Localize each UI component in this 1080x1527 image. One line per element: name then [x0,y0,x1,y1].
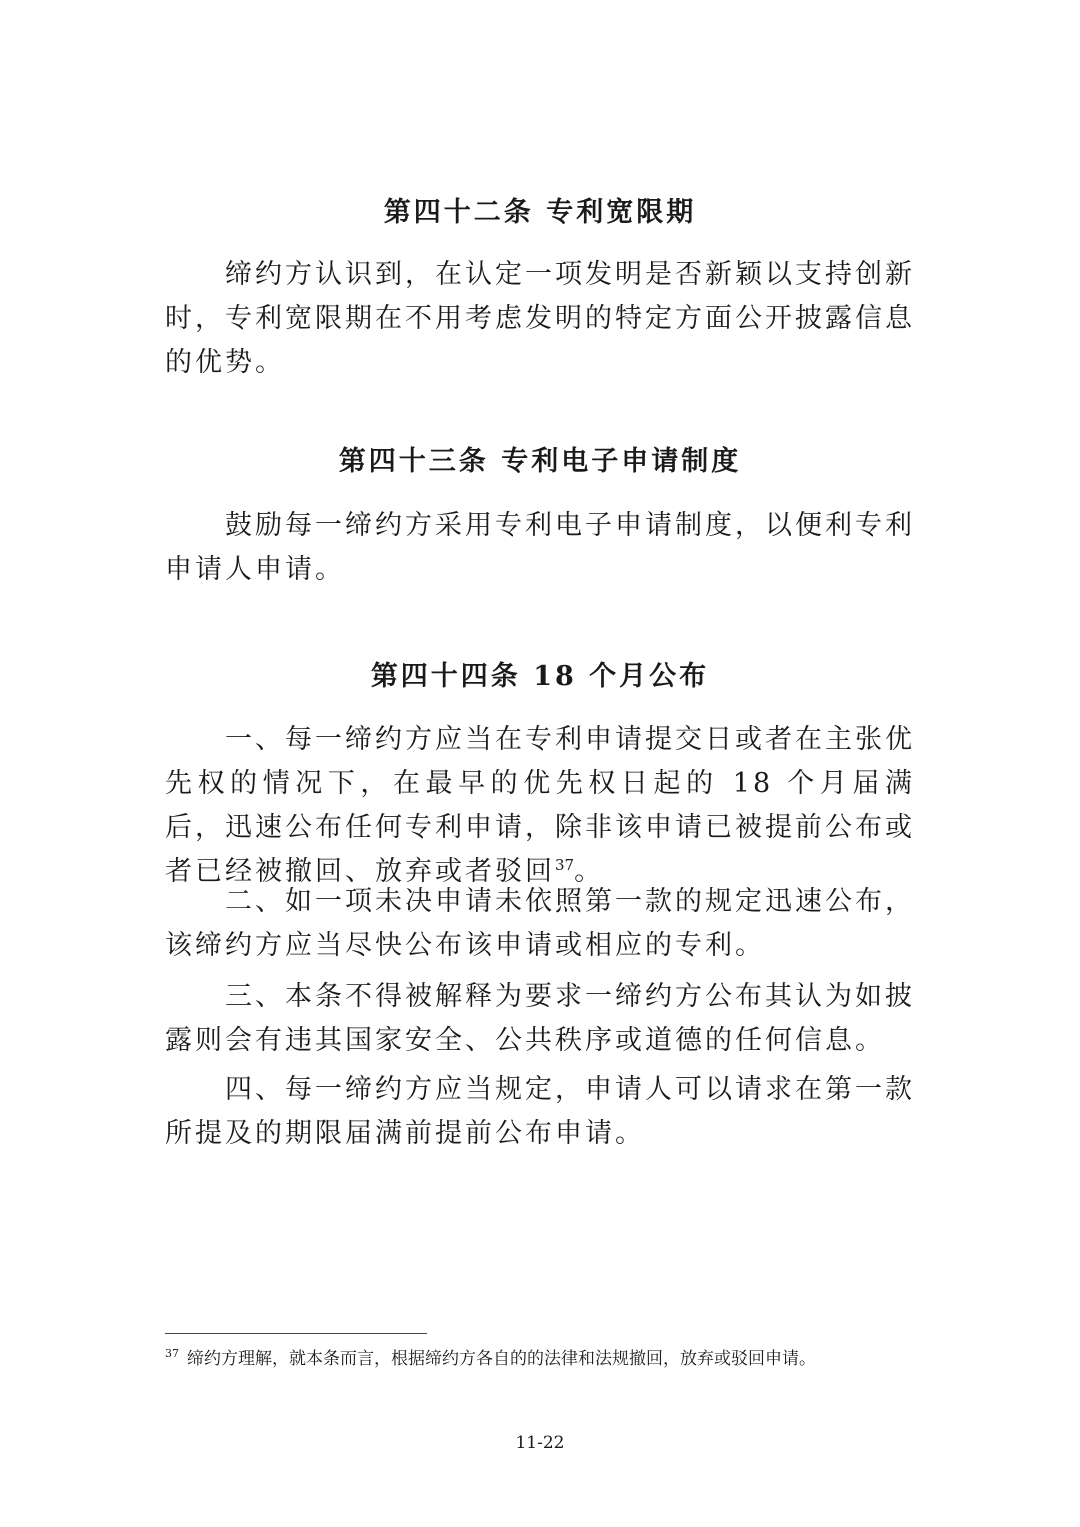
article-43-paragraph: 鼓励每一缔约方采用专利电子申请制度，以便利专利申请人申请。 [165,510,915,585]
article-44-paragraph-3: 三、本条不得被解释为要求一缔约方公布其认为如披露则会有违其国家安全、公共秩序或道德的任何信息。 [165,981,915,1056]
article-42-paragraph: 缔约方认识到，在认定一项发明是否新颖以支持创新时，专利宽限期在不用考虑发明的特定方面公开披露信息的优势。 [165,259,915,378]
footnote-mark: 37 [165,1347,179,1361]
article-43-heading: 第四十三条 专利电子申请制度 [338,446,742,477]
footnote-reference[interactable]: 37 [555,856,575,874]
footnote-divider [165,1333,427,1334]
article-44-paragraph-1-text: 一、每一缔约方应当在专利申请提交日或者在主张优先权的情况下，在最早的优先权日起的 18 个月届满后，迅速公布任何专利申请，除非该申请已被提前公布或者已经被撤回、放弃或者驳回 [165,724,915,887]
page-number: 11-22 [515,1433,565,1453]
article-42-heading: 第四十二条 专利宽限期 [383,197,697,228]
article-44-heading: 第四十四条 18 个月公布 [370,661,710,692]
article-44-paragraph-2: 二、如一项未决申请未依照第一款的规定迅速公布，该缔约方应当尽快公布该申请或相应的专利。 [165,886,915,961]
footnote [165,1347,925,1371]
article-44-paragraph-1 [165,718,915,894]
footnote-text: 缔约方理解，就本条而言，根据缔约方各自的的法律和法规撤回，放弃或驳回申请。 [187,1349,816,1369]
article-44-paragraph-4: 四、每一缔约方应当规定，申请人可以请求在第一款所提及的期限届满前提前公布申请。 [165,1074,915,1149]
article-44-paragraph-1-end: 。 [574,856,605,887]
